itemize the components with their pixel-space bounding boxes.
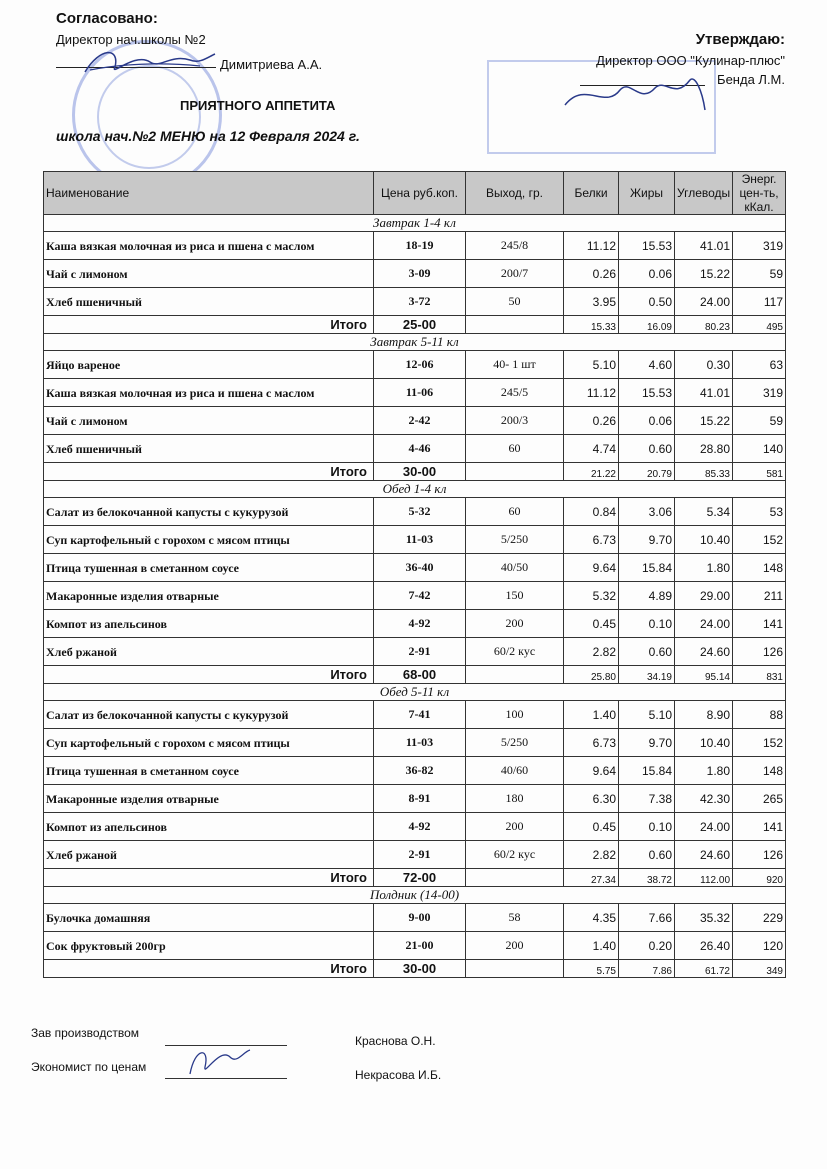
dish-price: 11-03 [374,526,466,554]
signature-line-economist [165,1078,287,1079]
total-row [44,869,786,887]
approve-label: Утверждаю: [695,31,785,48]
total-row [44,316,786,334]
dish-name: Компот из апельсинов [44,610,374,638]
dish-name: Суп картофельный с горохом с мясом птицы [44,729,374,757]
dish-yield: 150 [466,582,564,610]
dish-yield: 200/3 [466,407,564,435]
dish-name: Чай с лимоном [44,407,374,435]
dish-fat: 4.60 [619,351,675,379]
dish-price: 2-91 [374,841,466,869]
total-yield-empty [466,666,564,684]
total-label: Итого [44,960,374,978]
table-row [44,582,786,610]
dish-protein: 3.95 [564,288,619,316]
dish-name: Каша вязкая молочная из риса и пшена с маслом [44,379,374,407]
dish-protein: 11.12 [564,379,619,407]
dish-fat: 9.70 [619,729,675,757]
section-row [44,334,786,351]
dish-price: 3-09 [374,260,466,288]
dish-yield: 40- 1 шт [466,351,564,379]
director-right-title: Директор ООО "Кулинар-плюс" [596,53,785,68]
total-protein: 27.34 [564,869,619,887]
dish-protein: 5.32 [564,582,619,610]
dish-protein: 9.64 [564,554,619,582]
total-yield-empty [466,869,564,887]
section-title: Полдник (14-00) [44,887,786,904]
dish-name: Хлеб пшеничный [44,288,374,316]
total-price: 72-00 [374,869,466,887]
total-protein: 15.33 [564,316,619,334]
round-stamp [72,40,222,190]
dish-fat: 15.84 [619,554,675,582]
col-fat-header: Жиры [619,172,675,215]
table-row [44,232,786,260]
total-yield-empty [466,316,564,334]
total-protein: 5.75 [564,960,619,978]
dish-yield: 40/60 [466,757,564,785]
menu-title: школа нач.№2 МЕНЮ на 12 Февраля 2024 г. [56,128,360,144]
total-row [44,463,786,481]
table-row [44,435,786,463]
dish-carbs: 15.22 [675,260,733,288]
dish-energy: 152 [733,526,786,554]
total-fat: 7.86 [619,960,675,978]
dish-protein: 6.73 [564,729,619,757]
table-header-row [44,172,786,215]
table-row [44,407,786,435]
dish-protein: 0.45 [564,813,619,841]
dish-yield: 60 [466,435,564,463]
col-yield-header: Выход, гр. [466,172,564,215]
col-carbs-header: Углеводы [675,172,733,215]
dish-yield: 200 [466,813,564,841]
col-name-header: Наименование [44,172,374,215]
section-row [44,215,786,232]
dish-carbs: 0.30 [675,351,733,379]
dish-protein: 2.82 [564,638,619,666]
dish-yield: 200 [466,610,564,638]
director-left-title: Директор нач.школы №2 [56,32,206,47]
dish-fat: 0.06 [619,407,675,435]
agreed-label: Согласовано: [56,10,158,27]
dish-fat: 0.20 [619,932,675,960]
dish-energy: 126 [733,841,786,869]
dish-yield: 180 [466,785,564,813]
table-row [44,785,786,813]
section-title: Обед 5-11 кл [44,684,786,701]
section-title: Обед 1-4 кл [44,481,786,498]
total-yield-empty [466,463,564,481]
total-fat: 20.79 [619,463,675,481]
section-row [44,684,786,701]
dish-name: Сок фруктовый 200гр [44,932,374,960]
section-title: Завтрак 5-11 кл [44,334,786,351]
economist-label: Экономист по ценам [31,1060,147,1074]
dish-energy: 229 [733,904,786,932]
dish-fat: 0.60 [619,638,675,666]
total-label: Итого [44,869,374,887]
dish-price: 7-42 [374,582,466,610]
dish-protein: 0.26 [564,407,619,435]
dish-carbs: 28.80 [675,435,733,463]
table-row [44,526,786,554]
dish-protein: 1.40 [564,701,619,729]
table-row [44,554,786,582]
total-carbs: 85.33 [675,463,733,481]
dish-price: 5-32 [374,498,466,526]
dish-yield: 200/7 [466,260,564,288]
total-energy: 920 [733,869,786,887]
dish-name: Яйцо вареное [44,351,374,379]
dish-energy: 148 [733,757,786,785]
dish-fat: 9.70 [619,526,675,554]
dish-fat: 15.53 [619,232,675,260]
dish-energy: 88 [733,701,786,729]
dish-protein: 4.35 [564,904,619,932]
dish-energy: 148 [733,554,786,582]
dish-energy: 141 [733,813,786,841]
dish-name: Птица тушенная в сметанном соусе [44,554,374,582]
total-yield-empty [466,960,564,978]
dish-protein: 1.40 [564,932,619,960]
dish-fat: 0.10 [619,813,675,841]
total-label: Итого [44,316,374,334]
dish-energy: 126 [733,638,786,666]
dish-yield: 245/5 [466,379,564,407]
section-row [44,481,786,498]
dish-carbs: 10.40 [675,729,733,757]
total-price: 25-00 [374,316,466,334]
table-row [44,610,786,638]
dish-yield: 60 [466,498,564,526]
dish-carbs: 29.00 [675,582,733,610]
dish-carbs: 24.00 [675,813,733,841]
dish-name: Чай с лимоном [44,260,374,288]
dish-protein: 6.73 [564,526,619,554]
dish-energy: 117 [733,288,786,316]
bon-appetit: ПРИЯТНОГО АППЕТИТА [180,98,336,113]
dish-carbs: 15.22 [675,407,733,435]
dish-protein: 6.30 [564,785,619,813]
menu-body [44,215,786,978]
dish-price: 8-91 [374,785,466,813]
signature-line-right [580,85,705,86]
dish-fat: 0.60 [619,841,675,869]
dish-protein: 5.10 [564,351,619,379]
dish-yield: 40/50 [466,554,564,582]
table-row [44,932,786,960]
dish-carbs: 8.90 [675,701,733,729]
total-energy: 495 [733,316,786,334]
dish-fat: 0.06 [619,260,675,288]
dish-name: Хлеб ржаной [44,638,374,666]
dish-yield: 5/250 [466,729,564,757]
dish-name: Булочка домашняя [44,904,374,932]
dish-energy: 59 [733,407,786,435]
dish-price: 21-00 [374,932,466,960]
dish-fat: 15.84 [619,757,675,785]
dish-protein: 11.12 [564,232,619,260]
dish-carbs: 24.00 [675,610,733,638]
dish-energy: 63 [733,351,786,379]
table-row [44,729,786,757]
total-price: 68-00 [374,666,466,684]
dish-energy: 140 [733,435,786,463]
dish-carbs: 1.80 [675,554,733,582]
dish-fat: 15.53 [619,379,675,407]
table-row [44,351,786,379]
total-energy: 831 [733,666,786,684]
dish-price: 36-82 [374,757,466,785]
section-row [44,887,786,904]
signature-economist [185,1042,255,1082]
dish-fat: 7.38 [619,785,675,813]
dish-yield: 200 [466,932,564,960]
dish-carbs: 41.01 [675,379,733,407]
dish-carbs: 24.60 [675,638,733,666]
dish-name: Макаронные изделия отварные [44,582,374,610]
director-left-name: Димитриева А.А. [220,57,323,72]
table-row [44,260,786,288]
dish-price: 11-06 [374,379,466,407]
total-carbs: 112.00 [675,869,733,887]
total-fat: 34.19 [619,666,675,684]
production-head-name: Краснова О.Н. [355,1034,436,1048]
menu-table [43,171,786,978]
dish-yield: 245/8 [466,232,564,260]
col-energy-header: Энерг. цен-ть, кКал. [733,172,786,215]
total-fat: 38.72 [619,869,675,887]
dish-price: 18-19 [374,232,466,260]
dish-carbs: 35.32 [675,904,733,932]
total-protein: 21.22 [564,463,619,481]
rectangular-stamp [487,60,716,154]
director-right-name: Бенда Л.М. [717,72,785,87]
total-price: 30-00 [374,960,466,978]
dish-carbs: 10.40 [675,526,733,554]
dish-energy: 59 [733,260,786,288]
dish-name: Компот из апельсинов [44,813,374,841]
dish-price: 2-91 [374,638,466,666]
dish-carbs: 24.60 [675,841,733,869]
dish-yield: 60/2 кус [466,841,564,869]
dish-yield: 50 [466,288,564,316]
total-energy: 581 [733,463,786,481]
dish-fat: 0.10 [619,610,675,638]
total-label: Итого [44,666,374,684]
dish-yield: 58 [466,904,564,932]
dish-energy: 152 [733,729,786,757]
table-row [44,701,786,729]
dish-name: Каша вязкая молочная из риса и пшена с маслом [44,232,374,260]
dish-energy: 265 [733,785,786,813]
signature-line-left [56,67,216,68]
dish-price: 7-41 [374,701,466,729]
col-protein-header: Белки [564,172,619,215]
dish-energy: 53 [733,498,786,526]
dish-price: 4-46 [374,435,466,463]
total-fat: 16.09 [619,316,675,334]
dish-protein: 9.64 [564,757,619,785]
dish-carbs: 1.80 [675,757,733,785]
dish-name: Хлеб ржаной [44,841,374,869]
dish-carbs: 41.01 [675,232,733,260]
dish-fat: 3.06 [619,498,675,526]
dish-protein: 0.26 [564,260,619,288]
dish-energy: 319 [733,379,786,407]
dish-fat: 7.66 [619,904,675,932]
dish-yield: 60/2 кус [466,638,564,666]
dish-protein: 2.82 [564,841,619,869]
dish-carbs: 5.34 [675,498,733,526]
dish-protein: 0.45 [564,610,619,638]
dish-name: Салат из белокочанной капусты с кукурузой [44,498,374,526]
dish-price: 3-72 [374,288,466,316]
dish-price: 11-03 [374,729,466,757]
table-row [44,841,786,869]
table-row [44,288,786,316]
dish-fat: 0.60 [619,435,675,463]
total-price: 30-00 [374,463,466,481]
dish-energy: 141 [733,610,786,638]
section-title: Завтрак 1-4 кл [44,215,786,232]
economist-name: Некрасова И.Б. [355,1068,442,1082]
total-carbs: 80.23 [675,316,733,334]
dish-carbs: 26.40 [675,932,733,960]
dish-yield: 5/250 [466,526,564,554]
dish-price: 2-42 [374,407,466,435]
dish-energy: 319 [733,232,786,260]
dish-yield: 100 [466,701,564,729]
total-label: Итого [44,463,374,481]
production-head-label: Зав производством [31,1026,139,1040]
total-energy: 349 [733,960,786,978]
dish-price: 12-06 [374,351,466,379]
dish-name: Салат из белокочанной капусты с кукурузой [44,701,374,729]
col-price-header: Цена руб.коп. [374,172,466,215]
table-row [44,904,786,932]
dish-name: Суп картофельный с горохом с мясом птицы [44,526,374,554]
table-row [44,379,786,407]
dish-price: 36-40 [374,554,466,582]
dish-fat: 4.89 [619,582,675,610]
dish-carbs: 24.00 [675,288,733,316]
total-protein: 25.80 [564,666,619,684]
dish-energy: 211 [733,582,786,610]
total-row [44,960,786,978]
dish-fat: 5.10 [619,701,675,729]
dish-protein: 4.74 [564,435,619,463]
dish-energy: 120 [733,932,786,960]
dish-name: Хлеб пшеничный [44,435,374,463]
dish-name: Макаронные изделия отварные [44,785,374,813]
dish-carbs: 42.30 [675,785,733,813]
dish-price: 9-00 [374,904,466,932]
table-row [44,498,786,526]
table-row [44,813,786,841]
total-row [44,666,786,684]
dish-protein: 0.84 [564,498,619,526]
table-row [44,757,786,785]
total-carbs: 61.72 [675,960,733,978]
signature-line-production [165,1045,287,1046]
total-carbs: 95.14 [675,666,733,684]
table-row [44,638,786,666]
dish-price: 4-92 [374,813,466,841]
dish-price: 4-92 [374,610,466,638]
dish-name: Птица тушенная в сметанном соусе [44,757,374,785]
dish-fat: 0.50 [619,288,675,316]
